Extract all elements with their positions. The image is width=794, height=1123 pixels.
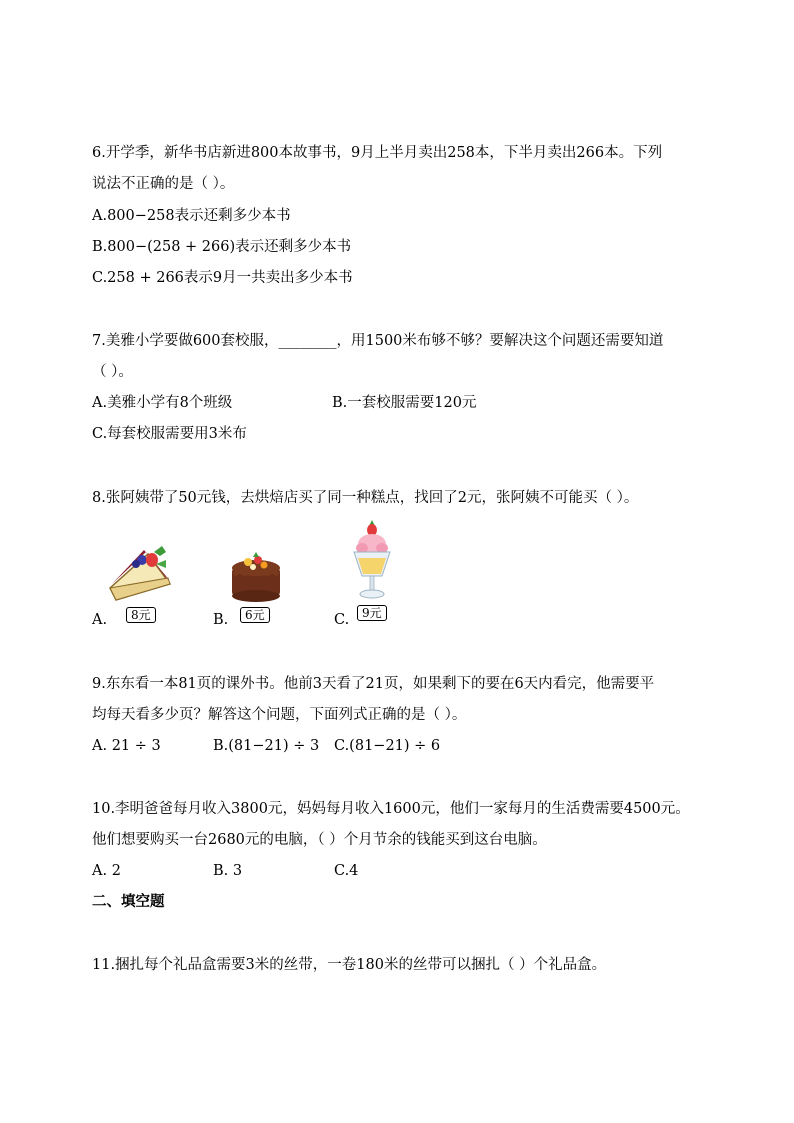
q8-option-b-label: B.: [213, 612, 229, 628]
q10-stem-line2: 他们想要购买一台2680元的电脑，（ ）个月节余的钱能买到这台电脑。: [92, 832, 547, 848]
q8-option-a-label: A.: [92, 612, 108, 628]
q10-stem-line1: 10.李明爸爸每月收入3800元，妈妈每月收入1600元，他们一家每月的生活费需要4500元。: [92, 801, 690, 817]
q6-option-a: A.800−258表示还剩多少本书: [92, 208, 291, 224]
q8-option-b-price: 6元: [240, 607, 270, 623]
section-heading-fill-in: 二、填空题: [92, 894, 165, 910]
q9-option-c: C.(81−21) ÷ 6: [334, 738, 441, 754]
chocolate-cake-icon: [228, 548, 284, 604]
q8-option-c-label: C.: [334, 612, 350, 628]
q9-stem-line2: 均每天看多少页？解答这个问题，下面列式正确的是（ ）。: [92, 707, 467, 723]
q7-option-a: A.美雅小学有8个班级: [92, 395, 233, 411]
q10-option-b: B. 3: [213, 863, 243, 879]
q10-option-a: A. 2: [92, 863, 121, 879]
q6-option-c: C.258 + 266表示9月一共卖出多少本书: [92, 270, 353, 286]
q7-stem-line2: （ ）。: [92, 364, 133, 380]
q6-option-b: B.800−(258 + 266)表示还剩多少本书: [92, 239, 352, 255]
q6-stem-line2: 说法不正确的是（ ）。: [92, 176, 235, 192]
q8-stem-line1: 8.张阿姨带了50元钱，去烘焙店买了同一种糕点，找回了2元，张阿姨不可能买（ ）。: [92, 490, 639, 506]
q9-option-b: B.(81−21) ÷ 3: [213, 738, 320, 754]
ice-cream-sundae-icon: [350, 518, 394, 602]
q10-option-c: C.4: [334, 863, 359, 879]
q7-stem-line1: 7.美雅小学要做600套校服，________，用1500米布够不够？要解决这个问题还需要知道: [92, 333, 664, 349]
q7-option-c: C.每套校服需要用3米布: [92, 426, 247, 442]
q7-option-b: B.一套校服需要120元: [332, 395, 477, 411]
q8-option-a-price: 8元: [126, 607, 156, 623]
q11-stem-line1: 11.捆扎每个礼品盒需要3米的丝带，一卷180米的丝带可以捆扎（ ）个礼品盒。: [92, 957, 607, 973]
q9-option-a: A. 21 ÷ 3: [92, 738, 161, 754]
q6-stem-line1: 6.开学季，新华书店新进800本故事书，9月上半月卖出258本，下半月卖出266本。下列: [92, 145, 663, 161]
cheesecake-slice-icon: [106, 540, 176, 606]
q9-stem-line1: 9.东东看一本81页的课外书。他前3天看了21页，如果剩下的要在6天内看完，他需要平: [92, 676, 655, 692]
q8-option-c-price: 9元: [357, 605, 387, 621]
